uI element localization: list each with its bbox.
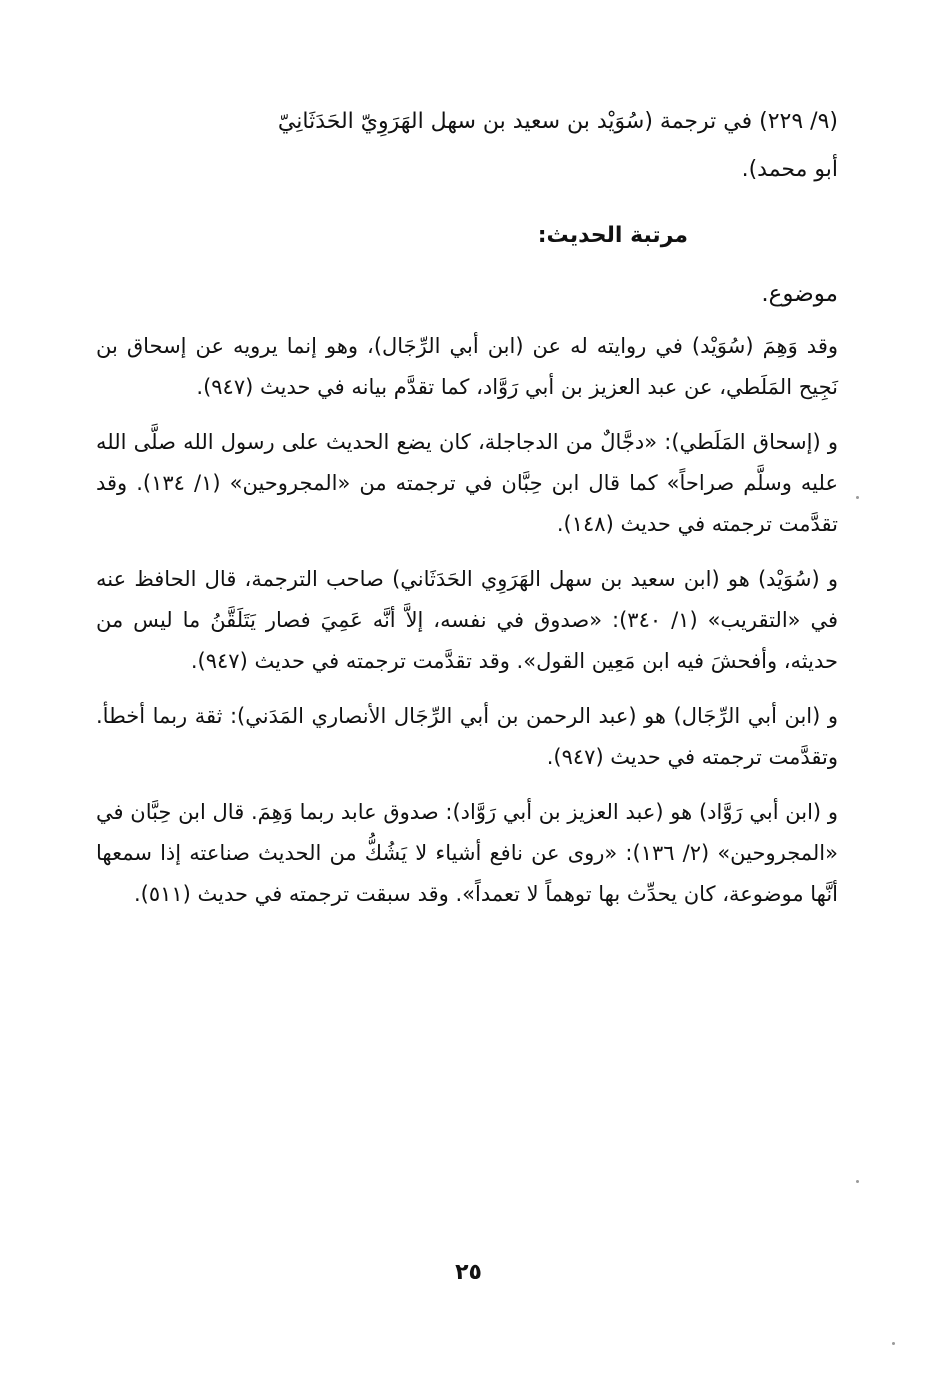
intro-line-1: (٩/ ٢٢٩) في ترجمة (سُوَيْد بن سعيد بن سهل الهَرَوِيّ الحَدَثَانِيّ bbox=[277, 109, 838, 134]
page-body bbox=[96, 98, 838, 929]
scan-speck bbox=[856, 1180, 859, 1183]
hadith-grade-heading: مرتبة الحديث: bbox=[537, 223, 688, 248]
hadith-grade: موضوع. bbox=[761, 281, 838, 307]
chapter-intro bbox=[96, 98, 838, 194]
scan-speck bbox=[856, 496, 859, 499]
paragraph-wahm: وقد وَهِمَ (سُوَيْد) في روايته له عن (ابن أبي الرِّجَال)، وهو إنما يرويه عن إسحاق بن نَجِيح المَلَطي، عن عبد العزيز بن أبي رَوَّاد، كما تقدَّم بيانه في حديث (٩٤٧). bbox=[96, 334, 838, 399]
paragraph-ibn-abi-rijal: و (ابن أبي الرِّجَال) هو (عبد الرحمن بن أبي الرِّجَال الأنصاري المَدَني): ثقة ربما أخطأ. وتقدَّمت ترجمته في حديث (٩٤٧). bbox=[96, 704, 838, 769]
paragraph-ibn-abi-rawwad: و (ابن أبي رَوَّاد) هو (عبد العزيز بن أبي رَوَّاد): صدوق عابد ربما وَهِمَ. قال ابن حِبَّان في «المجروحين» (٢/ ١٣٦): «روى عن نافع أشياء لا يَشُكُّ من الحديث صناعته إذا سمعها أنَّها موضوعة، كان يحدِّث بها توهماً لا تعمداً». وقد سبقت ترجمته في حديث (٥١١). bbox=[96, 800, 838, 906]
scan-speck bbox=[892, 1342, 895, 1345]
page-number: ٢٥ bbox=[455, 1260, 482, 1285]
paragraph-suwaid: و (سُوَيْد) هو (ابن سعيد بن سهل الهَرَوِي الحَدَثَاني) صاحب الترجمة، قال الحافظ عنه في «التقريب» (١/ ٣٤٠): «صدوق في نفسه، إلاَّ أنَّه عَمِيَ فصار يَتَلَقَّنُ ما ليس من حديثه، وأفحشَ فيه ابن مَعِين القول». وقد تقدَّمت ترجمته في حديث (٩٤٧). bbox=[96, 567, 838, 673]
paragraph-ishaq: و (إسحاق المَلَطي): «دجَّالٌ من الدجاجلة، كان يضع الحديث على رسول الله صلَّى الله عليه وسلَّم صراحاً» كما قال ابن حِبَّان في ترجمته من «المجروحين» (١/ ١٣٤). وقد تقدَّمت ترجمته في حديث (١٤٨). bbox=[96, 430, 838, 536]
intro-line-2: أبو محمد). bbox=[741, 157, 838, 182]
